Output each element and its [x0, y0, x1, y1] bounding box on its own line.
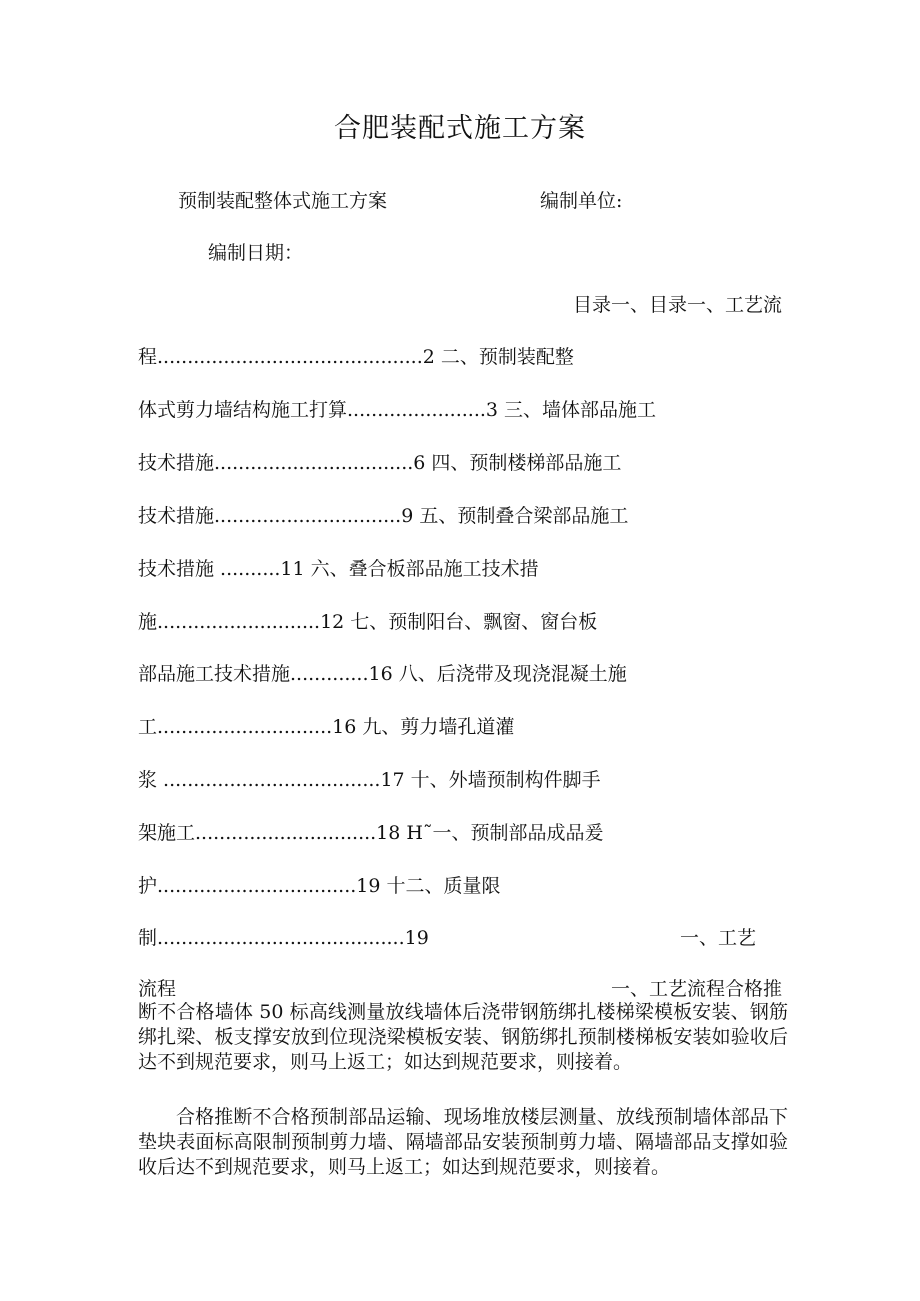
toc-line: 体式剪力墙结构施工打算.......................3 三、墙体部品施工 [138, 399, 657, 421]
toc-line: 一、工艺 [680, 927, 757, 949]
toc-line: 技术措施 ..........11 六、叠合板部品施工技术措 [138, 558, 539, 580]
body-paragraph: 合格推断不合格预制部品运输、现场堆放楼层测量、放线预制墙体部品下垫块表面标高限制预制剪力墙、隔墙部品安装预制剪力墙、隔墙部品支撑如验收后达不到规范要求，则马上返工；如达到规范要求，则接着。 [138, 1106, 788, 1178]
toc-line: 工.............................16 九、剪力墙孔道灌 [138, 716, 515, 738]
body-paragraph: 断不合格墙体 50 标高线测量放线墙体后浇带钢筋绑扎楼梯梁模板安装、钢筋绑扎梁、板支撑安放到位现浇梁模板安装、钢筋绑扎预制楼梯板安装如验收后达不到规范要求，则马上返工；如达到规范要求，则接着。 [138, 1001, 788, 1073]
unit-label: 编制单位: [540, 190, 623, 212]
toc-line: 部品施工技术措施.............16 八、后浇带及现浇混凝土施 [138, 663, 627, 685]
toc-line: 护.................................19 十二、质量限 [138, 875, 501, 897]
toc-line: 浆 ....................................17 十、外墙预制构件脚手 [138, 769, 601, 791]
toc-line: 技术措施.................................6 四、预制楼梯部品施工 [138, 452, 622, 474]
plan-name: 预制装配整体式施工方案 [178, 190, 388, 212]
toc-line: 技术措施...............................9 五、预制叠合梁部品施工 [138, 505, 629, 527]
section-heading: 一、工艺流程合格推 [610, 978, 782, 1000]
date-label: 编制日期： [208, 242, 304, 264]
toc-line: 程............................................2 二、预制装配整 [138, 346, 574, 368]
toc-line: 制.........................................19 [138, 927, 429, 949]
toc-line: 目录一、目录一、工艺流 [572, 294, 782, 316]
section-heading: 流程 [138, 978, 177, 1000]
toc-line: 施...........................12 七、预制阳台、飘窗、窗台板 [138, 611, 598, 633]
toc-line: 架施工..............................18 H˜一、预制部品成品爰 [138, 822, 604, 844]
page-title: 合肥装配式施工方案 [334, 113, 586, 144]
